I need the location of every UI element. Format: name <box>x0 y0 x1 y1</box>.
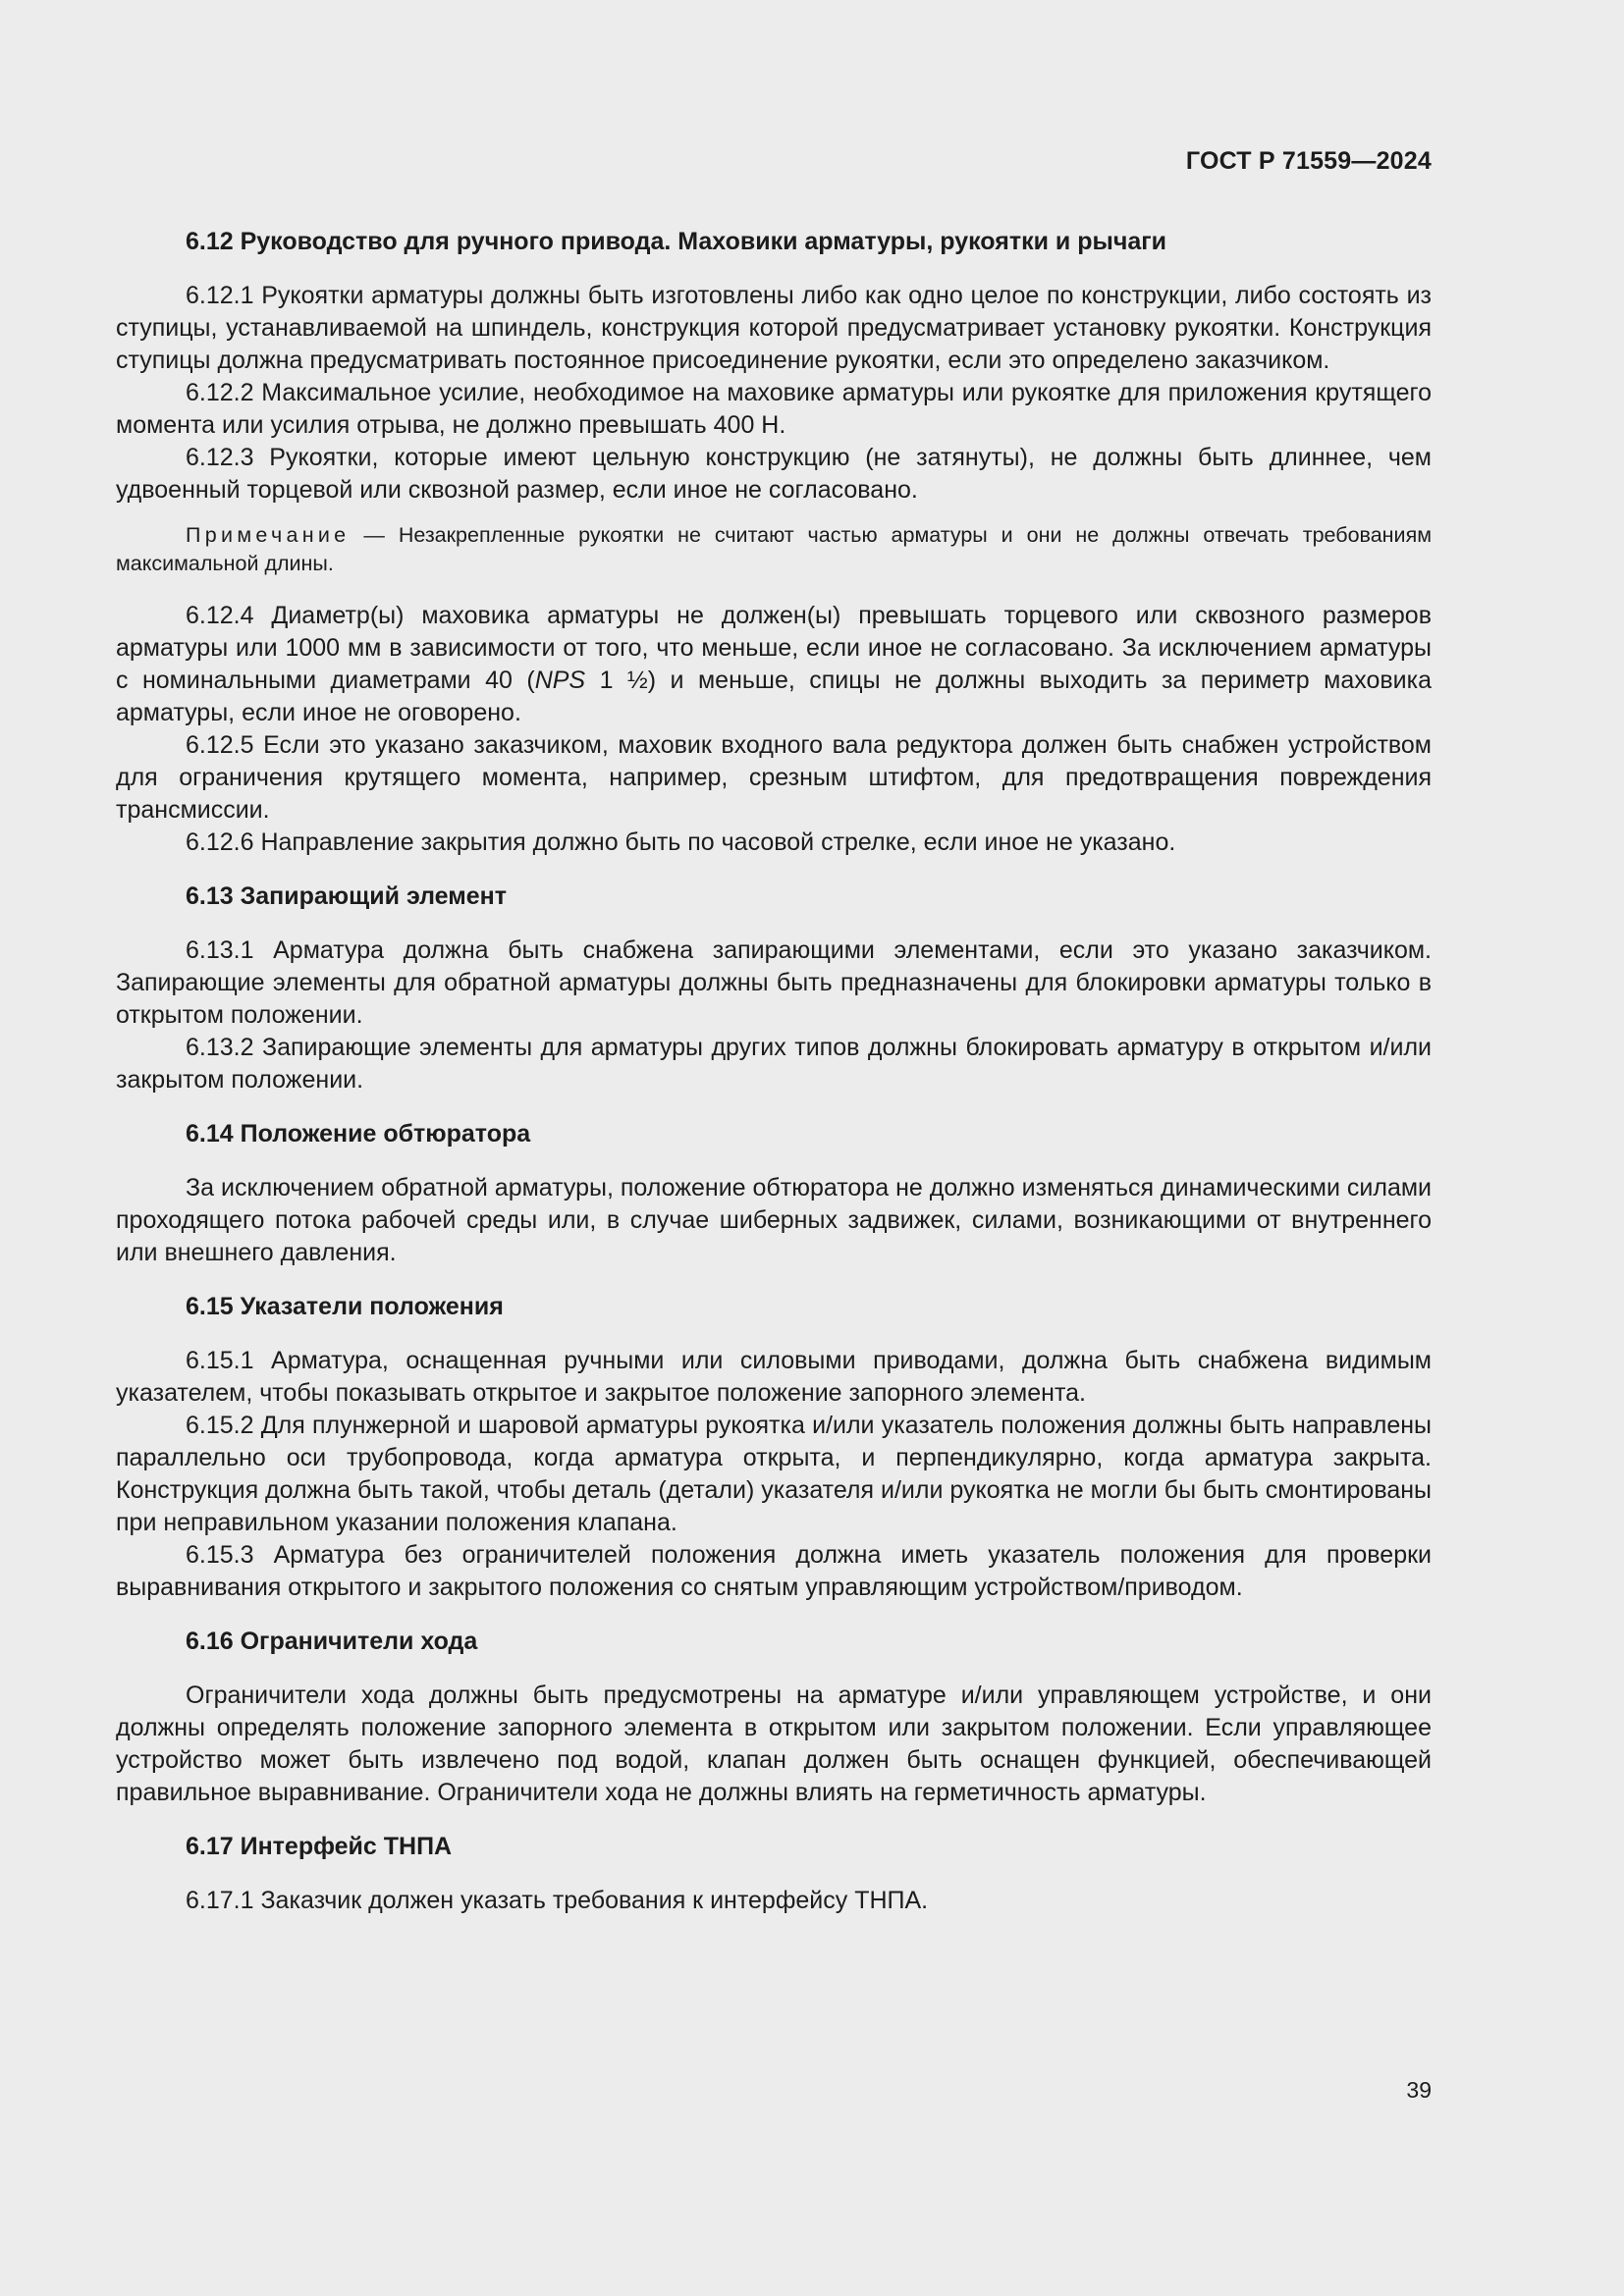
paragraph-6-15-1: 6.15.1 Арматура, оснащенная ручными или силовыми приводами, должна быть снабжена видимым указателем, чтобы показывать открытое и закрытое положение запорного элемента. <box>116 1347 1432 1407</box>
note-label: Примечание <box>186 523 351 547</box>
document-body <box>116 226 1432 1917</box>
paragraph-6-17-1: 6.17.1 Заказчик должен указать требования к интерфейсу ТНПА. <box>186 1887 929 1914</box>
paragraph-text: 6.12.4 Диаметр(ы) маховика арматуры не должен(ы) превышать торцевого или сквозного размеров арматуры или 1000 мм в зависимости от того, что меньше, если иное не согласовано. За исключением арматуры с номинальными диаметрами 40 ( <box>116 602 1432 694</box>
note-dash: — <box>350 523 399 547</box>
document-id-header: ГОСТ Р 71559—2024 <box>1185 147 1432 175</box>
page-number: 39 <box>1406 2077 1432 2103</box>
note <box>116 521 1432 578</box>
section-title: 6.12 Руководство для ручного привода. Маховики арматуры, рукоятки и рычаги <box>186 228 1167 255</box>
section-6-16 <box>116 1626 1432 1809</box>
section-6-17 <box>116 1831 1432 1917</box>
section-title: 6.13 Запирающий элемент <box>186 882 507 910</box>
paragraph-6-12-6: 6.12.6 Направление закрытия должно быть по часовой стрелке, если иное не указано. <box>186 828 1176 856</box>
paragraph-6-12-3: 6.12.3 Рукоятки, которые имеют цельную конструкцию (не затянуты), не должны быть длиннее, чем удвоенный торцевой или сквозной размер, если иное не согласовано. <box>116 444 1432 504</box>
paragraph-text: 1 ½) и меньше, спицы не должны выходить за периметр маховика арматуры, если иное не оговорено. <box>116 667 1433 726</box>
section-6-13 <box>116 881 1432 1096</box>
section-title: 6.16 Ограничители хода <box>186 1628 478 1655</box>
section-6-15 <box>116 1291 1432 1604</box>
paragraph-6-12-2: 6.12.2 Максимальное усилие, необходимое на маховике арматуры или рукоятке для приложения крутящего момента или усилия отрыва, не должно превышать 400 Н. <box>116 379 1432 439</box>
paragraph-6-13-1: 6.13.1 Арматура должна быть снабжена запирающими элементами, если это указано заказчиком. Запирающие элементы для обратной арматуры должны быть предназначены для блокировки арматуры только в открытом положении. <box>116 936 1432 1029</box>
paragraph-6-12-1: 6.12.1 Рукоятки арматуры должны быть изготовлены либо как одно целое по конструкции, либо состоять из ступицы, устанавливаемой на шпиндель, конструкция которой предусматривает установку рукоятки. Конструкция ступицы должна предусматривать постоянное присоединение рукоятки, если это определено заказчиком. <box>116 282 1432 374</box>
section-title: 6.15 Указатели положения <box>186 1293 504 1320</box>
section-6-12 <box>116 226 1432 859</box>
nps-term: NPS <box>534 667 586 694</box>
paragraph-6-12-5: 6.12.5 Если это указано заказчиком, маховик входного вала редуктора должен быть снабжен устройством для ограничения крутящего момента, например, срезным штифтом, для предотвращения повреждения трансмиссии. <box>116 731 1432 824</box>
section-title: 6.14 Положение обтюратора <box>186 1120 531 1148</box>
document-page <box>116 0 1432 2296</box>
note-text: Незакрепленные рукоятки не считают частью арматуры и они не должны отвечать требованиям максимальной длины. <box>116 523 1432 575</box>
paragraph-6-15-2: 6.15.2 Для плунжерной и шаровой арматуры рукоятка и/или указатель положения должны быть направлены параллельно оси трубопровода, когда арматура открыта, и перпендикулярно, когда арматура закрыта. Конструкция должна быть такой, чтобы деталь (детали) указателя и/или рукоятка не могли бы быть смонтированы при неправильном указании положения клапана. <box>116 1412 1432 1536</box>
paragraph-6-16: Ограничители хода должны быть предусмотрены на арматуре и/или управляющем устройстве, и они должны определять положение запорного элемента в открытом или закрытом положении. Если управляющее устройство может быть извлечено под водой, клапан должен быть оснащен функцией, обеспечивающей правильное выравнивание. Ограничители хода не должны влиять на герметичность арматуры. <box>116 1682 1432 1806</box>
section-title: 6.17 Интерфейс ТНПА <box>186 1833 453 1860</box>
paragraph-6-15-3: 6.15.3 Арматура без ограничителей положения должна иметь указатель положения для проверки выравнивания открытого и закрытого положения со снятым управляющим устройством/приводом. <box>116 1541 1432 1601</box>
paragraph-6-14: За исключением обратной арматуры, положение обтюратора не должно изменяться динамическими силами проходящего потока рабочей среды или, в случае шиберных задвижек, силами, возникающими от внутреннего или внешнего давления. <box>116 1174 1432 1266</box>
paragraph-6-13-2: 6.13.2 Запирающие элементы для арматуры других типов должны блокировать арматуру в открытом и/или закрытом положении. <box>116 1034 1432 1094</box>
paragraph-6-12-4 <box>116 600 1432 729</box>
section-6-14 <box>116 1118 1432 1269</box>
